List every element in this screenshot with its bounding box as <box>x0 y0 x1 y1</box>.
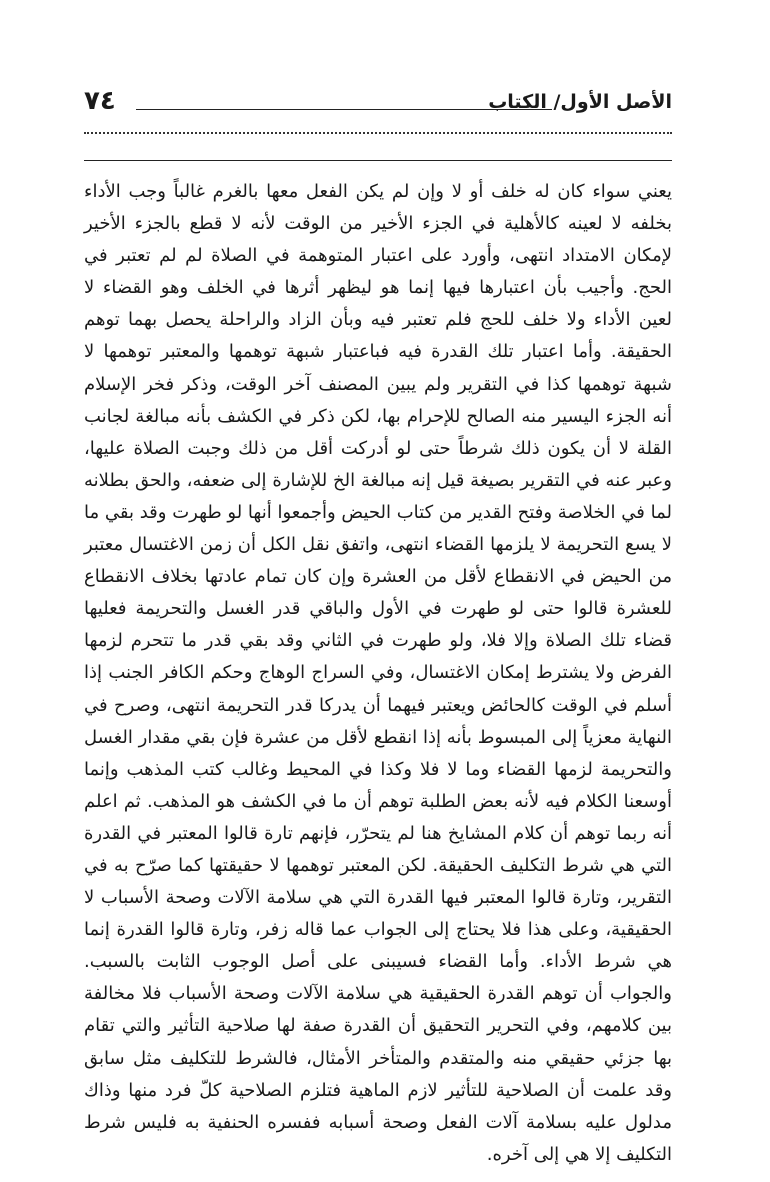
body-paragraph: يعني سواء كان له خلف أو لا وإن لم يكن الفعل معها بالغرم غالباً وجب الأداء بخلفه لا لعينه كالأهلية في الجزء الأخير من الوقت لأنه لا قطع بالجزء الأخير لإمكان الامتداد انتهى، وأورد على اعتبار المتوهمة في الصلاة لم لم تعتبر في الحج. وأجيب بأن اعتبارها فيها إنما هو ليظهر أثرها في الخلف وهو القضاء لا لعين الأداء ولا خلف للحج فلم تعتبر فيه وبأن الزاد والراحلة يحصل بهما توهم الحقيقة. وأما اعتبار تلك القدرة فيه فباعتبار شبهة توهمها والمعتبر توهمها لا شبهة توهمها كذا في التقرير ولم يبين المصنف آخر الوقت، وذكر فخر الإسلام أنه الجزء اليسير منه الصالح للإحرام بها، لكن ذكر في الكشف بأنه مبالغة لجانب القلة لا أن يكون ذلك شرطاً حتى لو أدركت أقل من ذلك وجبت الصلاة عليها، وعبر عنه في التقرير بصيغة قيل إنه مبالغة الخ للإشارة إلى ضعفه، والحق بطلانه لما في الخلاصة وفتح القدير من كتاب الحيض وأجمعوا أنها لو طهرت وقد بقي ما لا يسع التحريمة لا يلزمها القضاء انتهى، واتفق نقل الكل أن زمن الاغتسال معتبر من الحيض في الانقطاع لأقل من العشرة وإن كان تمام عادتها بخلاف الانقطاع للعشرة قالوا حتى لو طهرت في الأول والباقي قدر الغسل والتحريمة فعليها قضاء تلك الصلاة وإلا فلا، ولو طهرت في الثاني وقد بقي قدر ما تتحرم لزمها الفرض ولا يشترط إمكان الاغتسال، وفي السراج الوهاج وحكم الكافر الجنب إذا أسلم في الوقت كالحائض ويعتبر فيهما أن يدركا قدر التحريمة انتهى، وصرح في النهاية معزياً إلى المبسوط بأنه إذا انقطع لأقل من عشرة فإن بقي مقدار الغسل والتحريمة لزمها القضاء وما لا فلا وكذا في المحيط وغالب كتب المذهب وإنما أوسعنا الكلام فيه لأنه بعض الطلبة توهم أن ما في الكشف هو المذهب. ثم اعلم أنه ربما توهم أن كلام المشايخ هنا لم يتحرّر، فإنهم تارة قالوا المعتبر في القدرة التي هي شرط التكليف الحقيقة. لكن المعتبر توهمها لا حقيقتها كما صرّح به في التقرير، وتارة قالوا المعتبر فيها القدرة التي هي سلامة الآلات وصحة الأسباب لا الحقيقية، وعلى هذا فلا يحتاج إلى الجواب عما قاله زفر، وتارة قالوا القدرة إنما هي شرط الأداء. وأما القضاء فسيبنى على أصل الوجوب الثابت بالسبب. والجواب أن توهم القدرة الحقيقية هي سلامة الآلات وصحة الأسباب فلا مخالفة بين كلامهم، وفي التحرير التحقيق أن القدرة صفة لها صلاحية التأثير والتي تقام بها جزئي حقيقي منه والمتقدم والمتأخر الأمثال، فالشرط للتكليف مثل سابق وقد علمت أن الصلاحية للتأثير لازم الماهية فتلزم الصلاحية كلّ فرد منها وذاك مدلول عليه بسلامة آلات الفعل وصحة أسبابه ففسره الحنفية به فليس شرط التكليف إلا هي إلى آخره. <box>84 181 672 1165</box>
running-title: الأصل الأول/ الكتاب <box>488 91 672 113</box>
text-top-rule <box>84 160 672 161</box>
page-header <box>84 86 672 120</box>
page-number: ٧٤ <box>84 86 116 116</box>
dotted-separator <box>84 132 672 134</box>
